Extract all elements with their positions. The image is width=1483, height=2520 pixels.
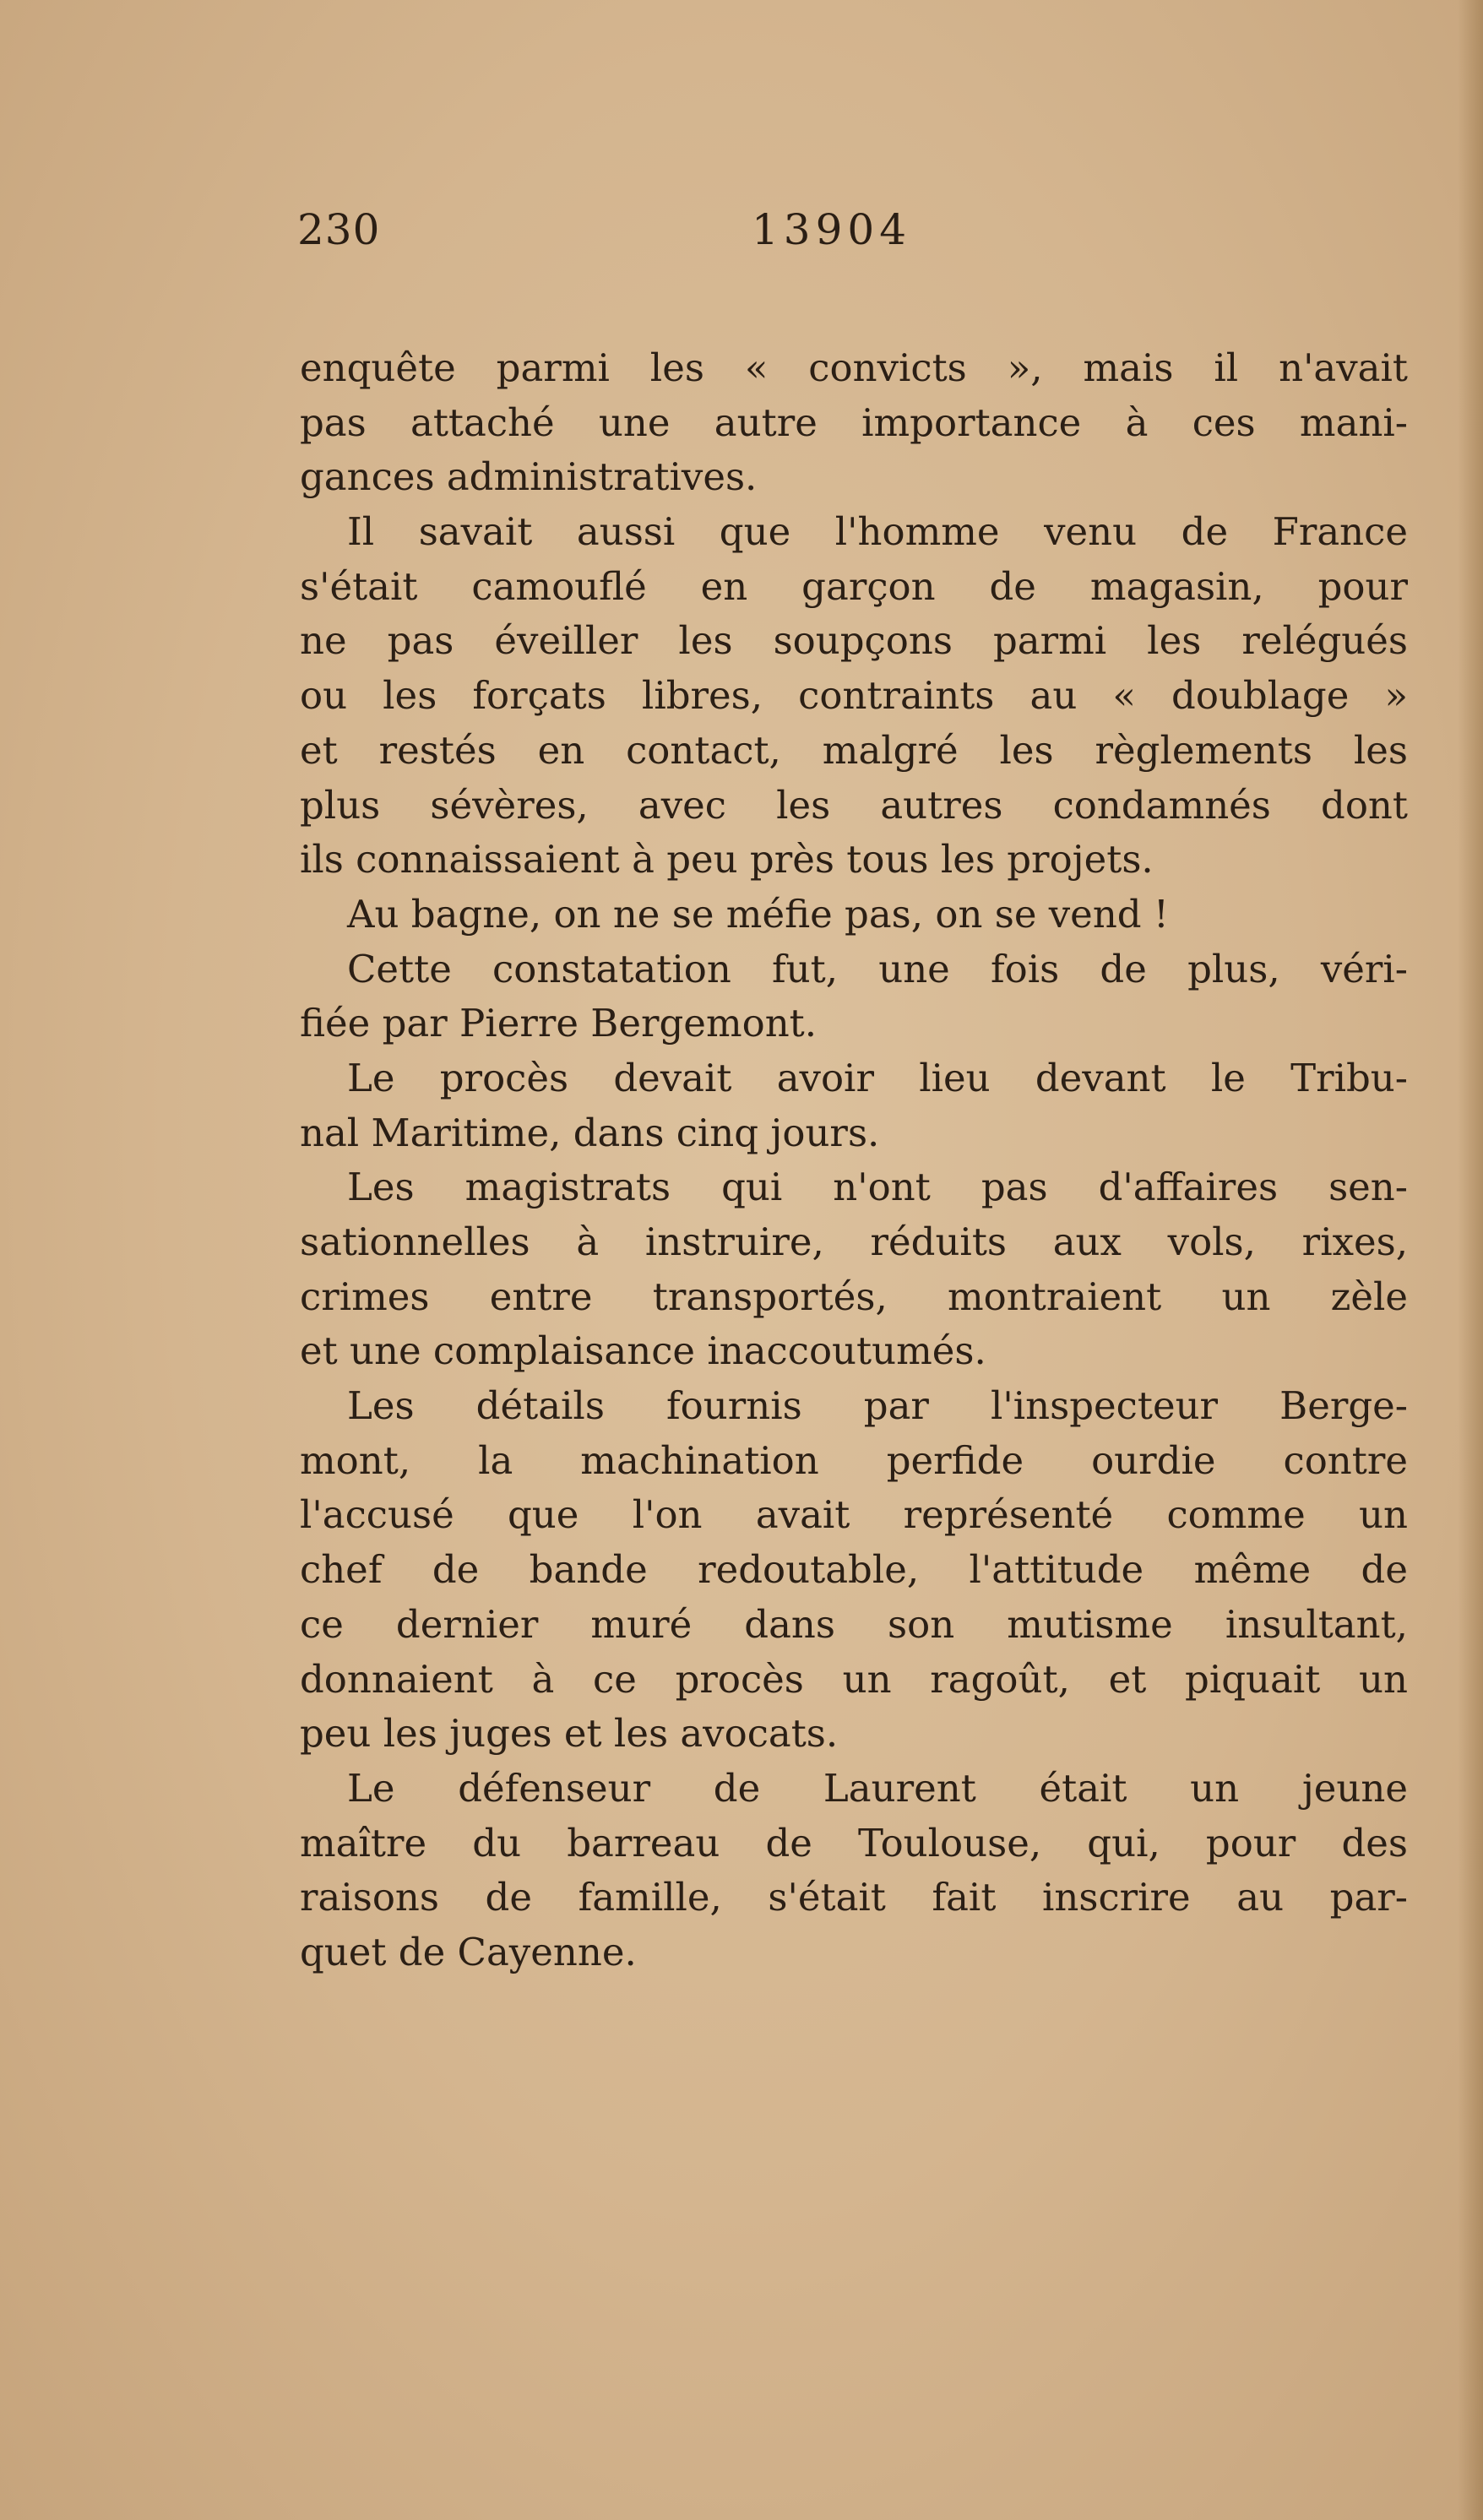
text-line: chef de bande redoutable, l'attitude même de [300, 1547, 1408, 1593]
text-line: gances administratives. [300, 454, 758, 500]
text-line: Cette constatation fut, une fois de plus, véri- [347, 946, 1408, 991]
text-line: ou les forçats libres, contraints au « doublage » [300, 673, 1408, 719]
text-line: fiée par Pierre Bergemont. [300, 1001, 818, 1046]
text-line: Le défenseur de Laurent était un jeune [347, 1765, 1408, 1811]
text-line: crimes entre transportés, montraient un zèle [300, 1274, 1408, 1319]
text-line: nal Maritime, dans cinq jours. [300, 1110, 880, 1155]
text-line: ce dernier muré dans son mutisme insultant, [300, 1601, 1408, 1647]
text-line: Au bagne, on ne se méfie pas, on se vend ! [347, 891, 1169, 937]
running-title: 13904 [752, 205, 912, 254]
text-line: et une complaisance inaccoutumés. [300, 1328, 986, 1374]
text-line: l'accusé que l'on avait représenté comme un [300, 1492, 1408, 1538]
text-line: s'était camouflé en garçon de magasin, pour [300, 563, 1408, 609]
page-edge-shadow [1458, 0, 1483, 2520]
text-line: sationnelles à instruire, réduits aux vols, rixes, [300, 1219, 1408, 1264]
text-line: Il savait aussi que l'homme venu de France [347, 509, 1408, 555]
text-line: donnaient à ce procès un ragoût, et piquait un [300, 1656, 1408, 1702]
text-line: maître du barreau de Toulouse, qui, pour des [300, 1820, 1408, 1866]
text-line: peu les juges et les avocats. [300, 1711, 839, 1757]
text-line: mont, la machination perfide ourdie contre [300, 1437, 1408, 1483]
body-text [300, 341, 1408, 1980]
page-number: 230 [297, 205, 381, 254]
text-line: quet de Cayenne. [300, 1929, 637, 1974]
text-line: pas attaché une autre importance à ces mani- [300, 399, 1408, 445]
text-line: et restés en contact, malgré les règlements les [300, 727, 1408, 773]
text-line: enquête parmi les « convicts », mais il n'avait [300, 345, 1408, 390]
text-line: raisons de famille, s'était fait inscrire au par- [300, 1875, 1408, 1920]
text-line: Le procès devait avoir lieu devant le Tribu- [347, 1055, 1408, 1100]
running-header [297, 205, 1412, 273]
text-line: Les magistrats qui n'ont pas d'affaires sen- [347, 1165, 1408, 1210]
text-line: Les détails fournis par l'inspecteur Berge- [347, 1383, 1408, 1429]
text-line: ils connaissaient à peu près tous les projets. [300, 837, 1154, 883]
text-line: ne pas éveiller les soupçons parmi les relégués [300, 618, 1408, 664]
text-line: plus sévères, avec les autres condamnés dont [300, 782, 1408, 828]
